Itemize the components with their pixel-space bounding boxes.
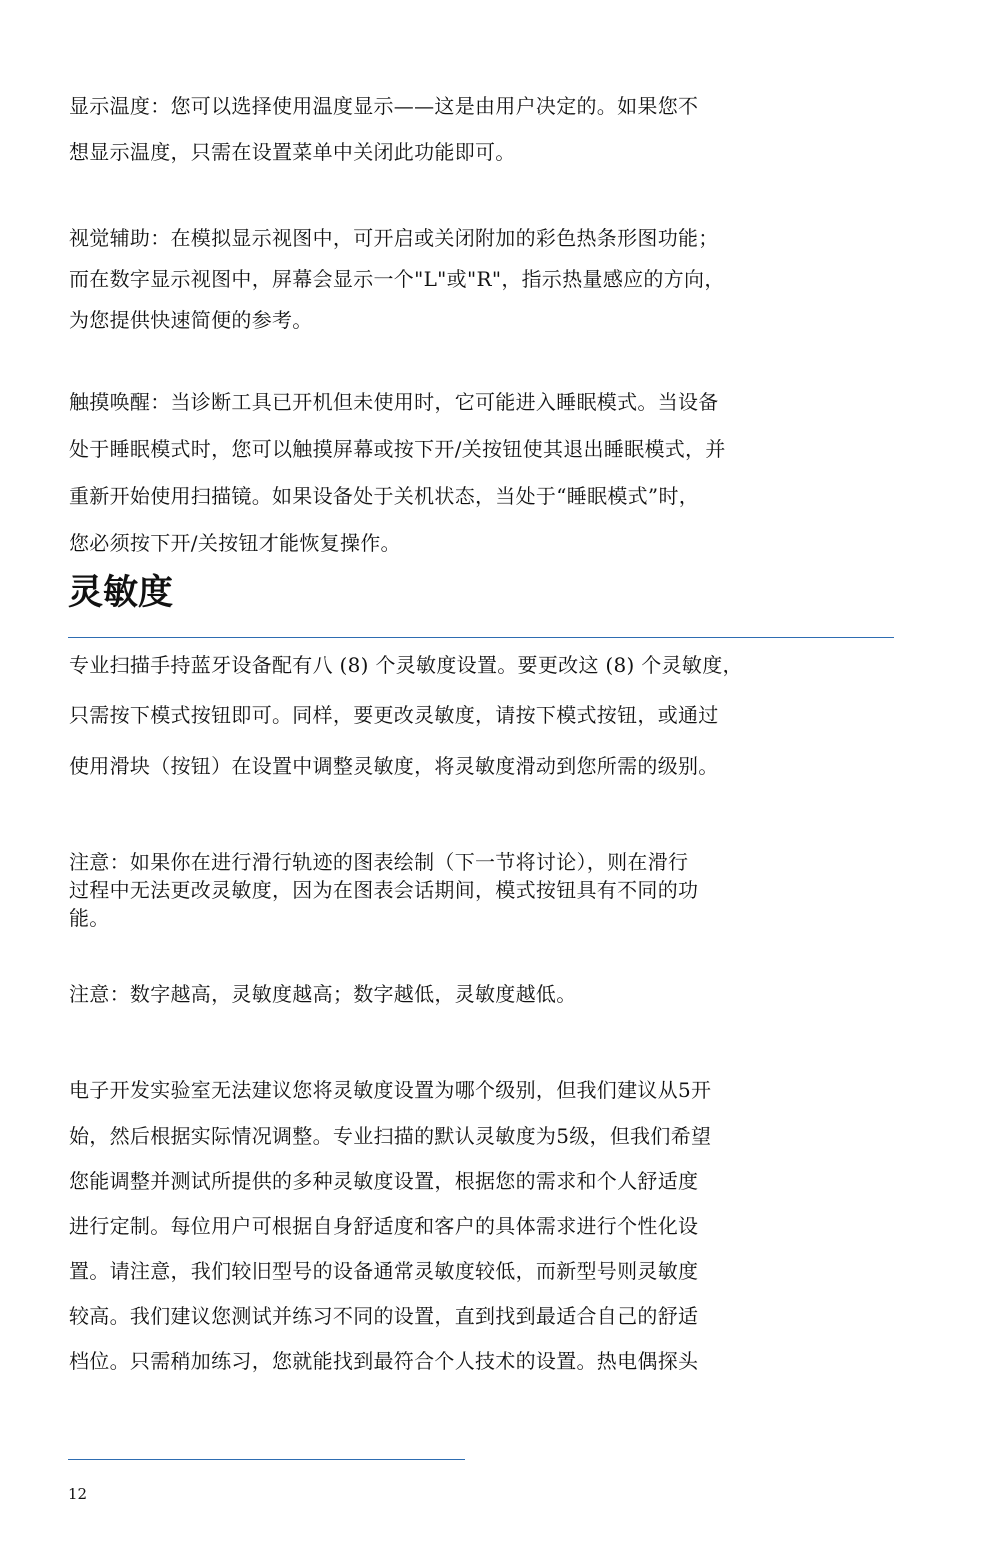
text-line: 置。请注意，我们较旧型号的设备通常灵敏度较低，而新型号则灵敏度 — [69, 1259, 699, 1283]
text-line: 专业扫描手持蓝牙设备配有八 (8) 个灵敏度设置。要更改这 (8) 个灵敏度， — [69, 653, 743, 677]
text-line: 过程中无法更改灵敏度，因为在图表会话期间，模式按钮具有不同的功 — [69, 878, 699, 902]
text-line: 重新开始使用扫描镜。如果设备处于关机状态，当处于“睡眠模式”时， — [69, 484, 700, 508]
text-line: 想显示温度，只需在设置菜单中关闭此功能即可。 — [69, 140, 516, 164]
text-line: 您能调整并测试所提供的多种灵敏度设置，根据您的需求和个人舒适度 — [69, 1169, 699, 1193]
heading-divider — [68, 637, 894, 638]
text-line: 只需按下模式按钮即可。同样，要更改灵敏度，请按下模式按钮，或通过 — [69, 703, 719, 727]
section-heading: 灵敏度 — [68, 573, 174, 613]
text-line: 视觉辅助：在模拟显示视图中，可开启或关闭附加的彩色热条形图功能； — [69, 226, 719, 250]
text-line: 注意：数字越高，灵敏度越高；数字越低，灵敏度越低。 — [69, 982, 577, 1006]
text-line: 而在数字显示视图中，屏幕会显示一个"L"或"R"，指示热量感应的方向， — [69, 267, 725, 291]
text-line: 档位。只需稍加练习，您就能找到最符合个人技术的设置。热电偶探头 — [69, 1349, 699, 1373]
text-line: 您必须按下开/关按钮才能恢复操作。 — [69, 531, 401, 555]
text-line: 触摸唤醒：当诊断工具已开机但未使用时，它可能进入睡眠模式。当设备 — [69, 390, 719, 414]
text-line: 处于睡眠模式时，您可以触摸屏幕或按下开/关按钮使其退出睡眠模式，并 — [69, 437, 726, 461]
text-line: 电子开发实验室无法建议您将灵敏度设置为哪个级别，但我们建议从5开 — [69, 1078, 712, 1102]
text-line: 始，然后根据实际情况调整。专业扫描的默认灵敏度为5级，但我们希望 — [69, 1124, 712, 1148]
text-line: 为您提供快速简便的参考。 — [69, 308, 313, 332]
footer-divider — [68, 1459, 465, 1460]
text-line: 显示温度：您可以选择使用温度显示——这是由用户决定的。如果您不 — [69, 94, 699, 118]
text-line: 能。 — [69, 906, 110, 930]
page-number: 12 — [68, 1485, 88, 1503]
text-line: 较高。我们建议您测试并练习不同的设置，直到找到最适合自己的舒适 — [69, 1304, 699, 1328]
text-line: 注意：如果你在进行滑行轨迹的图表绘制（下一节将讨论），则在滑行 — [69, 850, 689, 874]
text-line: 进行定制。每位用户可根据自身舒适度和客户的具体需求进行个性化设 — [69, 1214, 699, 1238]
text-line: 使用滑块（按钮）在设置中调整灵敏度，将灵敏度滑动到您所需的级别。 — [69, 754, 719, 778]
